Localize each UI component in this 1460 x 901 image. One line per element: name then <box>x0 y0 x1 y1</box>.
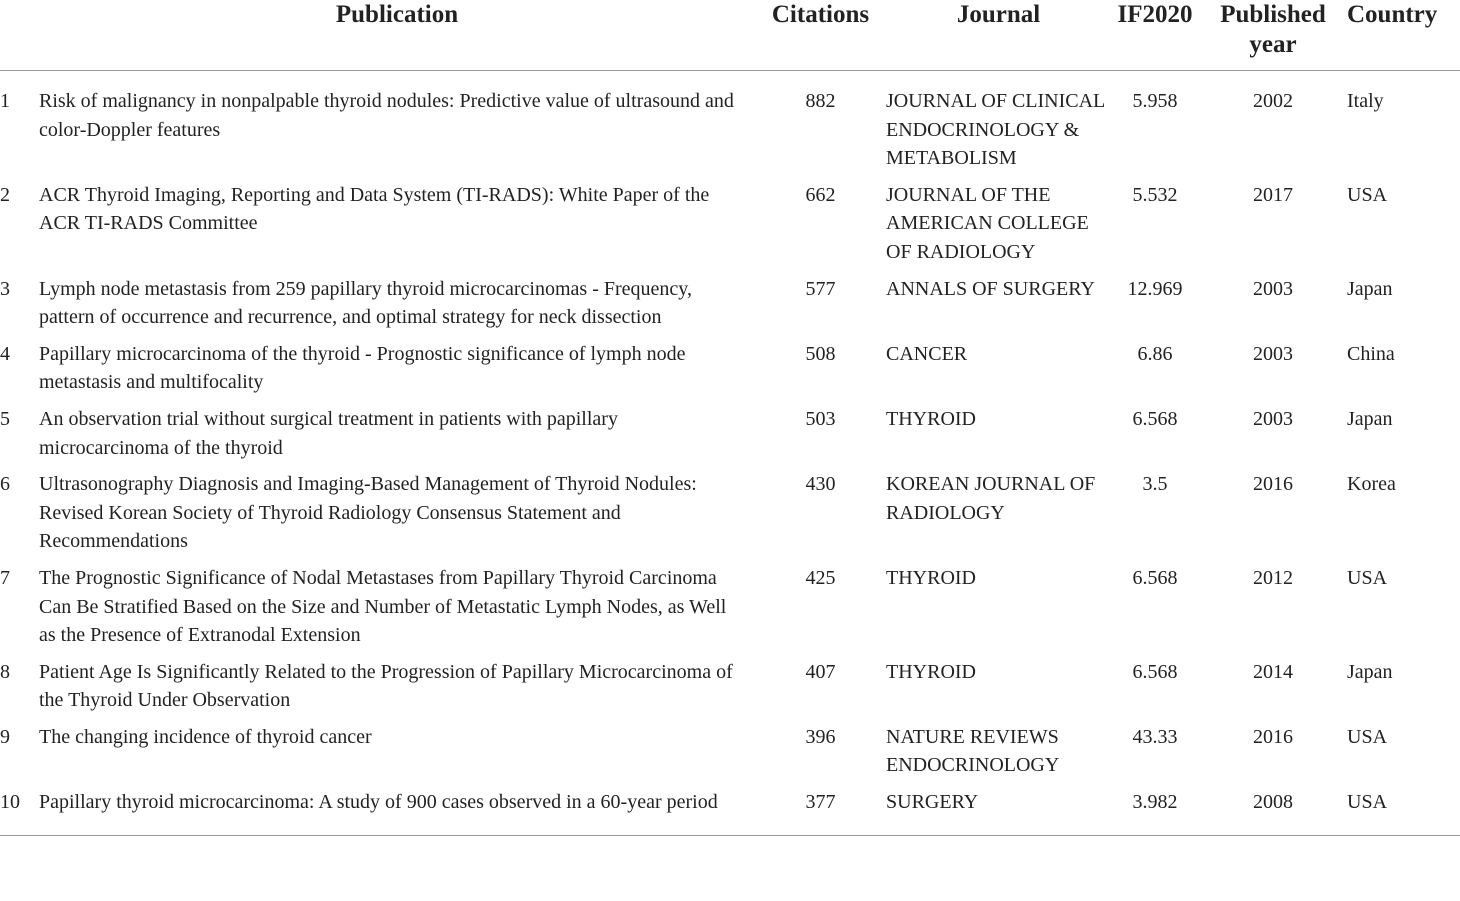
cell-journal: JOURNAL OF THE AMERICAN COLLEGE OF RADIOLOGY <box>886 183 1089 263</box>
header-country: Country <box>1347 0 1460 71</box>
cell-journal: CANCER <box>886 342 968 365</box>
cell-journal: THYROID <box>886 566 976 589</box>
cell-country: Italy <box>1347 90 1384 112</box>
cell-journal: THYROID <box>886 660 976 683</box>
cell-publication: Lymph node metastasis from 259 papillary thyroid microcarcinomas - Frequency, pattern of occurrence and recurrence, and optimal strategy for neck dissection <box>39 277 692 329</box>
cell-rank: 1 <box>0 90 10 112</box>
cell-rank: 10 <box>0 781 39 835</box>
cell-publication: ACR Thyroid Imaging, Reporting and Data System (TI-RADS): White Paper of the ACR TI-RADS Committee <box>39 183 710 235</box>
cell-journal: ANNALS OF SURGERY <box>886 277 1095 300</box>
cell-journal: JOURNAL OF CLINICAL ENDOCRINOLOGY & METABOLISM <box>886 90 1105 170</box>
cell-citations: 508 <box>805 342 836 365</box>
cell-citations: 396 <box>805 725 836 748</box>
table-row <box>0 71 1460 174</box>
cell-country: USA <box>1347 566 1388 589</box>
cell-published-year: 2014 <box>1253 660 1293 683</box>
cell-published-year: 2016 <box>1253 473 1293 496</box>
cell-published-year: 2002 <box>1253 90 1293 112</box>
cell-published-year: 2012 <box>1253 566 1293 589</box>
cell-publication: Patient Age Is Significantly Related to the Progression of Papillary Microcarcinoma of the Thyroid Under Observation <box>39 660 733 712</box>
header-publication: Publication <box>39 0 755 71</box>
cell-citations: 407 <box>805 660 836 683</box>
cell-if2020: 12.969 <box>1127 277 1183 300</box>
cell-country: Japan <box>1347 277 1393 300</box>
cell-country: USA <box>1347 781 1460 835</box>
table-row <box>0 716 1460 781</box>
table-row <box>0 781 1460 835</box>
cell-rank: 5 <box>0 407 10 430</box>
cell-publication: Papillary microcarcinoma of the thyroid - Prognostic significance of lymph node metastasis and multifocality <box>39 342 686 394</box>
cell-citations: 662 <box>805 183 836 206</box>
cell-publication: The changing incidence of thyroid cancer <box>39 725 372 748</box>
cell-rank: 8 <box>0 660 10 683</box>
cell-published-year: 2017 <box>1253 183 1293 206</box>
cell-citations: 425 <box>805 566 836 589</box>
cell-publication: Papillary thyroid microcarcinoma: A study of 900 cases observed in a 60-year period <box>39 781 755 835</box>
cell-if2020: 6.568 <box>1132 660 1178 683</box>
header-if2020: IF2020 <box>1111 0 1199 71</box>
cell-if2020: 3.5 <box>1142 473 1168 496</box>
cell-published-year: 2008 <box>1199 781 1347 835</box>
header-citations: Citations <box>755 0 886 71</box>
cell-rank: 2 <box>0 183 10 206</box>
cell-journal: KOREAN JOURNAL OF RADIOLOGY <box>886 473 1096 524</box>
cell-citations: 577 <box>805 277 836 300</box>
cell-rank: 3 <box>0 277 10 300</box>
cell-if2020: 6.568 <box>1132 566 1178 589</box>
table-row <box>0 557 1460 651</box>
cell-if2020: 3.982 <box>1111 781 1199 835</box>
cell-if2020: 5.532 <box>1132 183 1178 206</box>
cell-country: China <box>1347 342 1395 365</box>
cell-journal: THYROID <box>886 407 976 430</box>
table-row <box>0 174 1460 268</box>
cell-published-year: 2003 <box>1253 277 1293 300</box>
cell-citations: 430 <box>805 473 836 496</box>
table-row <box>0 398 1460 463</box>
cell-country: Japan <box>1347 660 1393 683</box>
table-row <box>0 463 1460 557</box>
header-journal: Journal <box>886 0 1111 71</box>
table-row <box>0 333 1460 398</box>
table-row <box>0 651 1460 716</box>
cell-if2020: 6.568 <box>1132 407 1178 430</box>
cell-citations: 882 <box>805 90 836 112</box>
cell-rank: 9 <box>0 725 10 748</box>
cell-citations: 503 <box>805 407 836 430</box>
cell-publication: The Prognostic Significance of Nodal Metastases from Papillary Thyroid Carcinoma Can Be Stratified Based on the Size and Number of Metastatic Lymph Nodes, as Well as the Presence of Extranodal Extension <box>39 566 727 647</box>
table-body <box>0 71 1460 836</box>
header-rank <box>0 0 39 71</box>
cell-rank: 6 <box>0 473 10 496</box>
cell-rank: 7 <box>0 566 10 589</box>
cell-country: USA <box>1347 183 1388 206</box>
cell-published-year: 2003 <box>1253 342 1293 365</box>
cell-published-year: 2003 <box>1253 407 1293 430</box>
table-header <box>0 0 1460 71</box>
cell-country: Korea <box>1347 473 1396 496</box>
cell-country: Japan <box>1347 407 1393 430</box>
cell-if2020: 5.958 <box>1132 90 1178 112</box>
cell-publication: Ultrasonography Diagnosis and Imaging-Based Management of Thyroid Nodules: Revised Korean Society of Thyroid Radiology Consensus Statement and Recommendations <box>39 473 697 553</box>
cell-rank: 4 <box>0 342 10 365</box>
cell-country: USA <box>1347 725 1388 748</box>
cell-published-year: 2016 <box>1253 725 1293 748</box>
cell-if2020: 6.86 <box>1137 342 1173 365</box>
cell-publication: Risk of malignancy in nonpalpable thyroid nodules: Predictive value of ultrasound and color-Doppler features <box>39 90 734 141</box>
cell-citations: 377 <box>755 781 886 835</box>
header-published-year: Published year <box>1199 0 1347 71</box>
header-row <box>0 0 1460 71</box>
table-row <box>0 268 1460 333</box>
cell-if2020: 43.33 <box>1132 725 1178 748</box>
cell-journal: SURGERY <box>886 781 1111 835</box>
cell-publication: An observation trial without surgical treatment in patients with papillary microcarcinoma of the thyroid <box>39 407 618 459</box>
cell-journal: NATURE REVIEWS ENDOCRINOLOGY <box>886 725 1060 777</box>
